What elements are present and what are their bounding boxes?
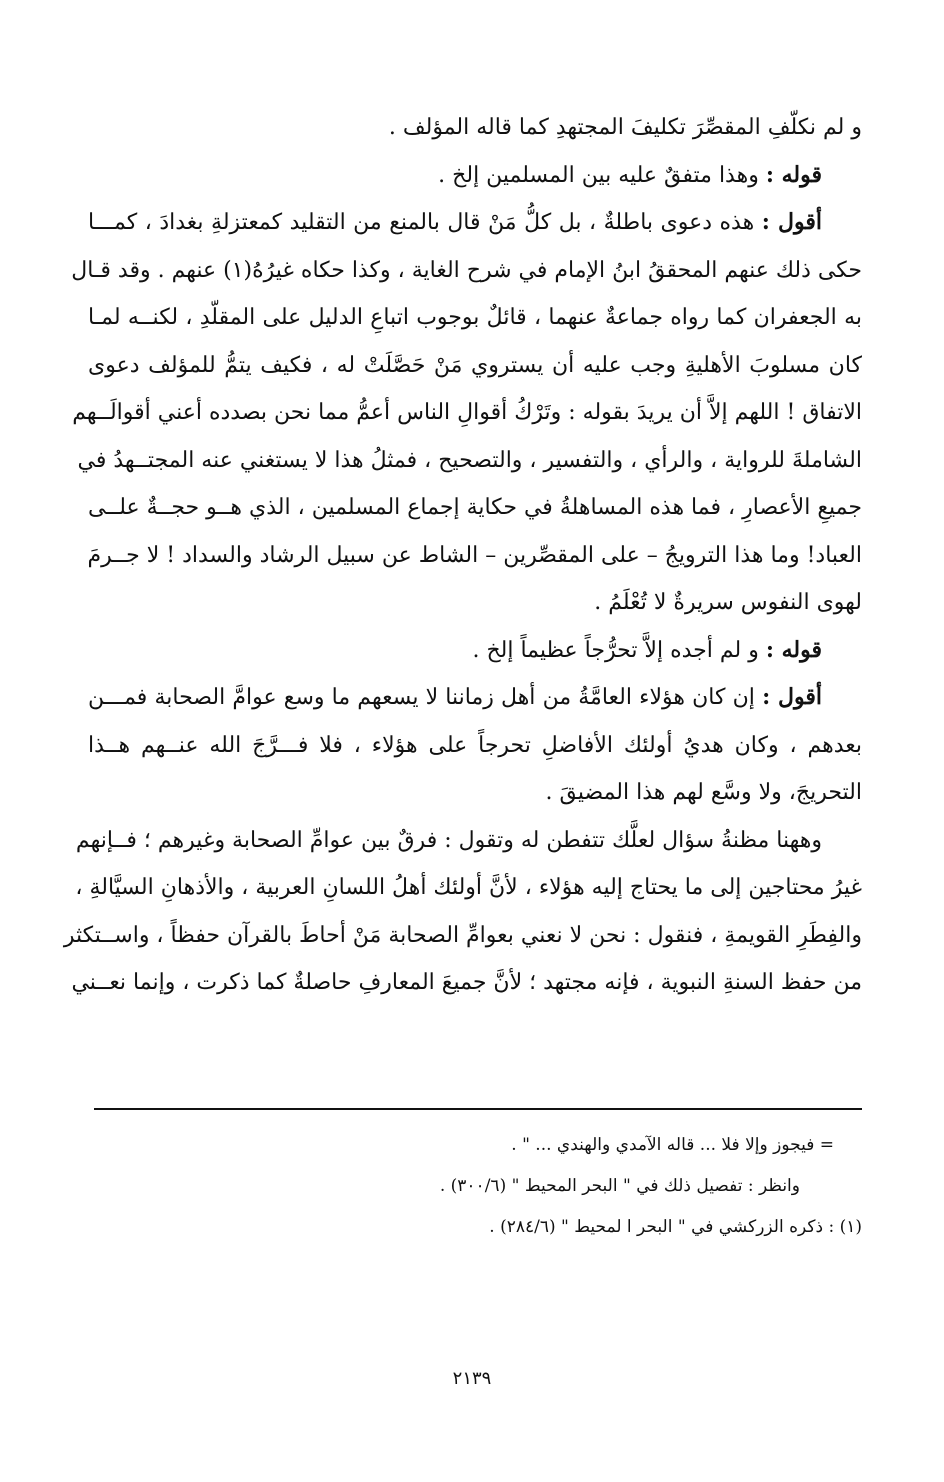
text-line [88,579,862,627]
line-text: به الجعفران كما رواه جماعةٌ عنهما ، قائلٌ بوجوب اتباعِ الدليل على المقلّدِ ، لكنــه لمـا [88,305,862,330]
text-line [88,674,862,722]
text-line [75,864,862,912]
line-text: الشاملةَ للرواية ، والرأي ، والتفسير ، والتصحيح ، فمثلُ هذا لا يستغني عنه المجتــهدُ في [77,447,862,473]
footnote-line: = فيجوز وإلا فلا ... قاله الآمدي والهندي ... " . [511,1135,834,1155]
line-text: التحريجَ، ولا وسَّع لهم هذا المضيقَ . [545,780,862,805]
line-text: و لم أجده إلاَّ تحرُّجاً عظيماً إلخ . [472,637,766,663]
paragraph-label: قوله : [765,161,822,188]
text-line [88,532,862,580]
text-line [75,817,862,865]
line-text: بعدهم ، وكان هديُ أولئك الأفاضلِ تحرجاً على هؤلاء ، فلا فـــرَّجَ الله عنــهم هــذا [88,732,862,758]
footnote-divider [94,1108,862,1110]
text-line [88,484,862,532]
text-line [71,247,862,295]
text-line [88,342,862,390]
text-line [88,152,862,200]
line-text: كان مسلوبَ الأهليةِ وجب عليه أن يستروي مَنْ حَصَّلَتْ له ، فكيف يتمُّ للمؤلف دعوى [88,352,862,378]
text-line [88,104,862,152]
text-line [88,294,862,342]
text-line [88,199,862,247]
line-text: العباد! وما هذا الترويجُ – على المقصِّرين – الشاط عن سبيل الرشاد والسداد ! لا جــرمَ [87,542,862,568]
line-text: جميعِ الأعصارِ ، فما هذه المساهلةُ في حكاية إجماع المسلمين ، الذي هــو حجــةٌ علــى [88,495,862,520]
line-text: الاتفاق ! اللهم إلاَّ أن يريدَ بقوله : وتَرْكُ أقوالِ الناس أعمُّ مما نحن بصدده أعني أقوالَــهم [72,400,862,425]
line-text: وهذا متفقٌ عليه بين المسلمين إلخ . [438,162,766,188]
line-text: هذه دعوى باطلةٌ ، بل كلُّ مَنْ قال بالمنع من التقليد كمعتزلةِ بغدادَ ، كمـــا [88,210,762,235]
text-line [88,769,862,817]
footnotes [88,1125,862,1248]
paragraph-label: أقول : [761,209,822,235]
text-line [88,627,862,675]
paragraph-label: قوله : [765,636,822,663]
line-text: من حفظ السنةِ النبوية ، فإنه مجتهد ؛ لأنَّ جميعَ المعارفِ حاصلةٌ كما ذكرت ، وإنما نعــني [71,970,862,995]
line-text: حكى ذلك عنهم المحققُ ابنُ الإمام في شرح الغاية ، وكذا حكاه غيرُهُ(١) عنهم . وقد قـال [71,257,862,283]
text-line [77,437,862,485]
footnote-line: وانظر : تفصيل ذلك في " البحر المحيط " (٣٠٠/٦) . [439,1176,800,1196]
line-text: لهوى النفوس سريرةٌ لا تُعْلَمُ . [594,590,862,615]
line-text: وههنا مظنةُ سؤال لعلَّك تتفطن له وتقول : فرقٌ بين عوامِّ الصحابة وغيرهم ؛ فــإنهم [75,827,822,853]
line-text: غيرُ محتاجين إلى ما يحتاج إليه هؤلاء ، لأنَّ أولئك أهلُ اللسانِ العربية ، والأذهانِ السيَّالةِ ، [75,875,862,900]
line-text: إن كان هؤلاء العامَّةُ من أهل زماننا لا يسعهم ما وسع عوامَّ الصحابة فمـــن [88,685,763,710]
line-text: و لم نكلّفِ المقصِّرَ تكليفَ المجتهدِ كما قاله المؤلف . [388,115,862,140]
page-number: ٢١٣٩ [452,1368,492,1389]
text-line [71,959,862,1007]
text-line [88,722,862,770]
text-line [72,389,862,437]
text-line [63,912,862,960]
footnote-line: (١) : ذكره الزركشي في " البحر ا لمحيط " (٢٨٤/٦) . [489,1217,862,1237]
body-text [63,104,862,1007]
paragraph-label: أقول : [762,684,823,710]
line-text: والفِطَرِ القويمةِ ، فنقول : نحن لا نعني بعوامِّ الصحابة مَنْ أحاطَ بالقرآن حفظاً ، واســتكثر [63,922,862,948]
